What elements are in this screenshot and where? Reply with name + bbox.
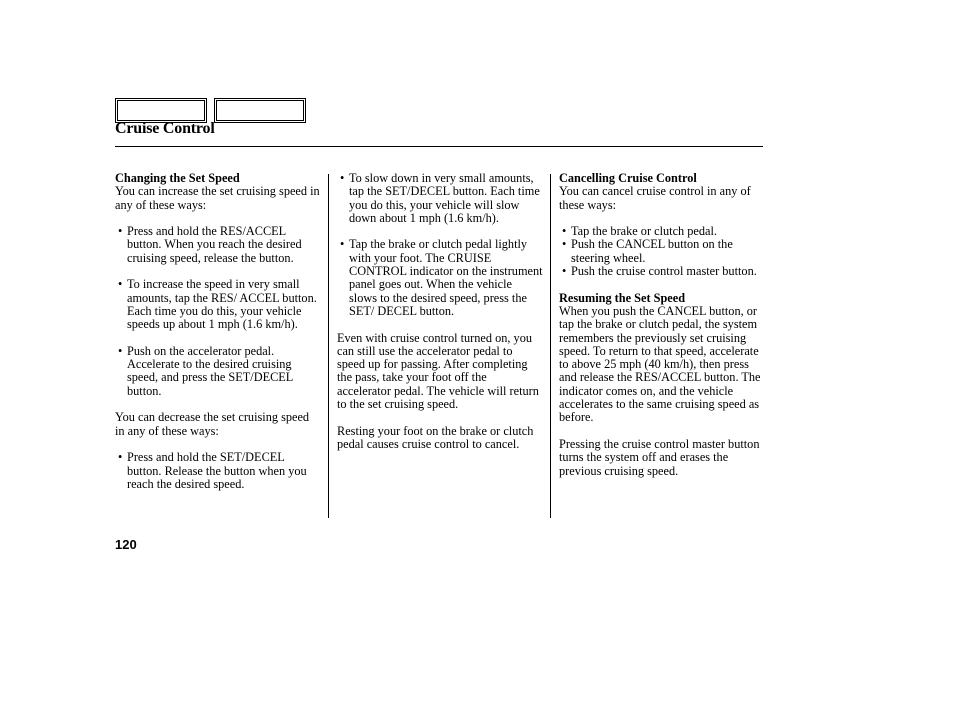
title-rule xyxy=(115,146,763,147)
master-button-paragraph: Pressing the cruise control master button turns the system off and erases the previous cruising speed. xyxy=(559,436,760,478)
column-divider xyxy=(328,174,329,518)
section-heading-changing-set-speed: Changing the Set Speed xyxy=(115,171,240,185)
cancel-intro: You can cancel cruise control in any of these ways: xyxy=(559,184,751,212)
bullet-cancel-button: • Push the CANCEL button on the steering wheel. xyxy=(559,238,765,265)
brake-cancel-paragraph: Resting your foot on the brake or clutch pedal causes cruise control to cancel. xyxy=(337,423,534,451)
section-heading-cancelling: Cancelling Cruise Control xyxy=(559,171,697,185)
increase-intro: You can increase the set cruising speed in any of these ways: xyxy=(115,184,320,212)
bullet-cancel-master: • Push the cruise control master button. xyxy=(559,265,765,278)
column-changing-speed xyxy=(115,172,320,491)
resume-paragraph: When you push the CANCEL button, or tap the brake or clutch pedal, the system remembers the previously set cruising speed. To return to that speed, accelerate to above 25 mph (40 km/h), then press and release the RES/ACCEL button. The indicator comes on, and the vehicle accelerates to the same cruising speed as before. xyxy=(559,303,761,425)
page-title: Cruise Control xyxy=(115,120,215,137)
bullet-decrease-hold: • Press and hold the SET/DECEL button. Release the button when you reach the desired speed. xyxy=(115,451,320,491)
bullet-cancel-brake: • Tap the brake or clutch pedal. xyxy=(559,225,765,238)
column-cancel-resume xyxy=(559,172,765,478)
column-slowing-down xyxy=(337,172,543,451)
bullet-increase-hold: • Press and hold the RES/ACCEL button. When you reach the desired cruising speed, release the button. xyxy=(115,225,320,265)
section-heading-resuming: Resuming the Set Speed xyxy=(559,290,686,305)
bullet-increase-tap: • To increase the speed in very small amounts, tap the RES/ ACCEL button. Each time you do this, your vehicle speeds up about 1 mph (1.6 km/h). xyxy=(115,278,320,331)
bullet-increase-accelerator: • Push on the accelerator pedal. Accelerate to the desired cruising speed, and press the SET/DECEL button. xyxy=(115,345,320,398)
nav-button-index[interactable] xyxy=(214,98,306,123)
bullet-decrease-brake: • Tap the brake or clutch pedal lightly with your foot. The CRUISE CONTROL indicator on the instrument panel goes out. When the vehicle slows to the desired speed, press the SET/ DECEL button. xyxy=(337,238,543,318)
decrease-intro: You can decrease the set cruising speed in any of these ways: xyxy=(115,410,310,438)
column-divider xyxy=(550,174,551,518)
passing-paragraph: Even with cruise control turned on, you can still use the accelerator pedal to speed up for passing. After completing the pass, take your foot off the accelerator pedal. The vehicle will return to the set cruising speed. xyxy=(337,330,539,412)
bullet-decrease-tap: • To slow down in very small amounts, tap the SET/DECEL button. Each time you do this, your vehicle will slow down about 1 mph (1.6 km/h). xyxy=(337,172,543,225)
page-number: 120 xyxy=(115,537,137,552)
